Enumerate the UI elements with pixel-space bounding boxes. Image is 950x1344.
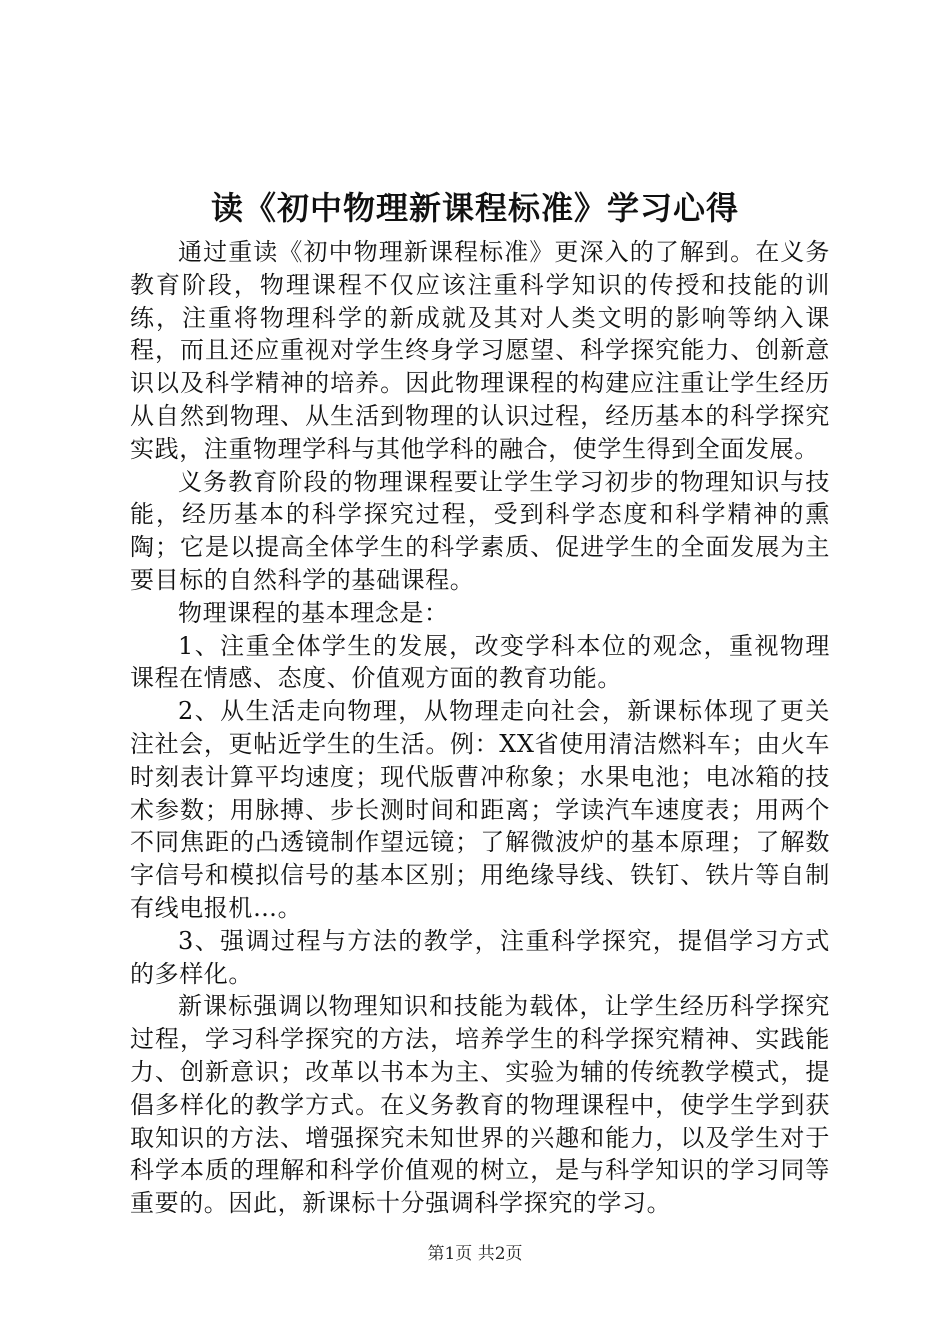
paragraph-concept-3: 3、强调过程与方法的教学，注重科学探究，提倡学习方式的多样化。 [130,926,830,988]
paragraph-course-goal: 义务教育阶段的物理课程要让学生学习初步的物理知识与技能，经历基本的科学探究过程，受到科学态度和科学精神的熏陶；它是以提高全体学生的科学素质、促进学生的全面发展为主要目标的自然科学的基础课程。 [130,467,830,594]
paragraph-concept-1: 1、注重全体学生的发展，改变学科本位的观念，重视物理课程在情感、态度、价值观方面的教育功能。 [130,631,830,693]
paragraph-concept-2: 2、从生活走向物理，从物理走向社会，新课标体现了更关注社会，更帖近学生的生活。例：XX省使用清洁燃料车；由火车时刻表计算平均速度；现代版曹冲称象；水果电池；电冰箱的技术参数；用脉搏、步长测时间和距离；学读汽车速度表；用两个不同焦距的凸透镜制作望远镜；了解微波炉的基本原理；了解数字信号和模拟信号的基本区别；用绝缘导线、铁钉、铁片等自制有线电报机…。 [130,697,830,922]
document-body [130,236,830,1220]
document-title: 读《初中物理新课程标准》学习心得 [210,189,739,227]
page-number-footer: 第1页 共2页 [427,1244,523,1264]
paragraph-basic-concepts-heading: 物理课程的基本理念是： [178,598,449,627]
paragraph-intro: 通过重读《初中物理新课程标准》更深入的了解到。在义务教育阶段，物理课程不仅应该注重科学知识的传授和技能的训练，注重将物理科学的新成就及其对人类文明的影响等纳入课程，而且还应重视对学生终身学习愿望、科学探究能力、创新意识以及科学精神的培养。因此物理课程的构建应注重让学生经历从自然到物理、从生活到物理的认识过程，经历基本的科学探究实践，注重物理学科与其他学科的融合，使学生得到全面发展。 [130,238,830,463]
paragraph-inquiry: 新课标强调以物理知识和技能为载体，让学生经历科学探究过程，学习科学探究的方法，培养学生的科学探究精神、实践能力、创新意识；改革以书本为主、实验为辅的传统教学模式，提倡多样化的教学方式。在义务教育的物理课程中，使学生学到获取知识的方法、增强探究未知世界的兴趣和能力，以及学生对于科学本质的理解和科学价值观的树立，是与科学知识的学习同等重要的。因此，新课标十分强调科学探究的学习。 [130,992,830,1218]
